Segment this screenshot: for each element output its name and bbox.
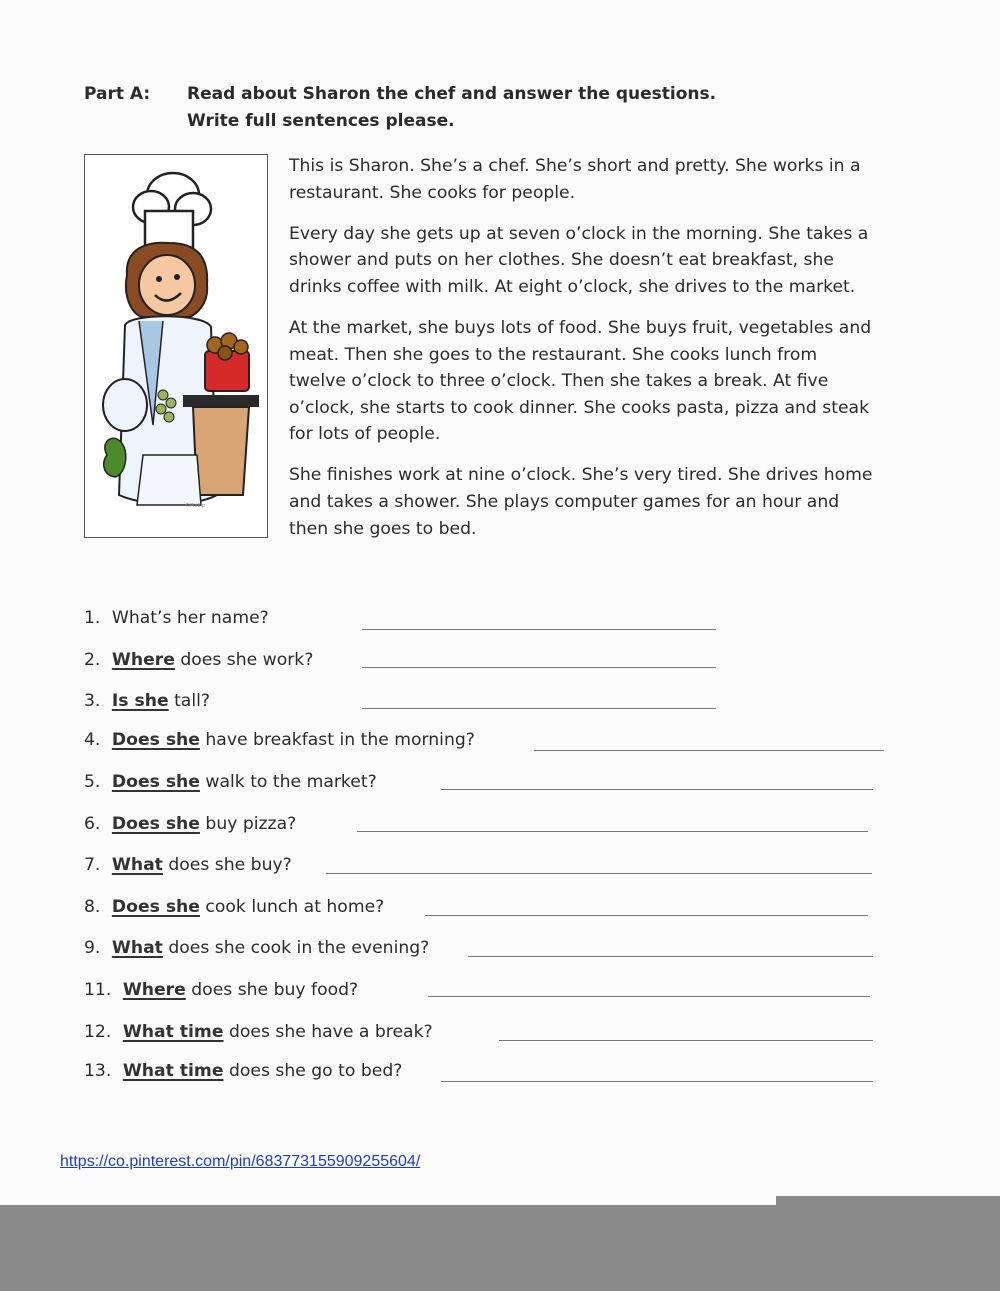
question-keyword: Is she bbox=[111, 691, 169, 711]
story-text bbox=[289, 153, 879, 557]
story-paragraph: She finishes work at nine o’clock. She’s very tired. She drives home and takes a shower. She plays computer games for an hour and then she goes to bed. bbox=[289, 465, 873, 539]
question-number: 4. bbox=[84, 730, 101, 750]
question-text: cook lunch at home? bbox=[199, 897, 385, 917]
answer-line-1[interactable] bbox=[362, 629, 716, 630]
question-number: 7. bbox=[84, 855, 101, 875]
question-8 bbox=[84, 897, 384, 917]
question-number: 11. bbox=[84, 980, 112, 1000]
question-9 bbox=[84, 938, 429, 958]
question-11 bbox=[84, 980, 358, 1000]
question-6 bbox=[84, 814, 296, 834]
question-number: 8. bbox=[84, 897, 101, 917]
question-5 bbox=[84, 772, 377, 792]
question-keyword: What time bbox=[122, 1061, 224, 1081]
chef-illustration-icon bbox=[85, 155, 269, 539]
question-keyword: Does she bbox=[111, 730, 200, 750]
part-label: Part A: bbox=[84, 84, 151, 104]
question-text: What’s her name? bbox=[111, 608, 269, 628]
answer-line-5[interactable] bbox=[441, 789, 873, 790]
question-2 bbox=[84, 650, 313, 670]
story-paragraph: At the market, she buys lots of food. She buys fruit, vegetables and meat. Then she goes to the restaurant. She cooks lunch from twelve o’clock to three o’clock. Then she takes a break. At five o’clock, she starts to cook dinner. She cooks pasta, pizza and steak for lots of people. bbox=[289, 317, 872, 445]
question-text: have breakfast in the morning? bbox=[199, 730, 475, 750]
question-text: does she have a break? bbox=[223, 1022, 433, 1042]
illustration-credit: ©Phillip bbox=[185, 503, 205, 509]
answer-line-4[interactable] bbox=[534, 750, 884, 751]
answer-line-12[interactable] bbox=[499, 1040, 873, 1041]
question-keyword: Does she bbox=[111, 814, 200, 834]
source-link[interactable]: https://co.pinterest.com/pin/683773155909255604/ bbox=[60, 1153, 421, 1170]
question-number: 2. bbox=[84, 650, 101, 670]
question-keyword: Does she bbox=[111, 897, 200, 917]
question-number: 1. bbox=[84, 608, 101, 628]
question-number: 6. bbox=[84, 814, 101, 834]
answer-line-7[interactable] bbox=[326, 873, 872, 874]
bottom-bar bbox=[0, 1205, 1000, 1291]
question-text: does she work? bbox=[174, 650, 314, 670]
question-1 bbox=[84, 608, 269, 628]
question-4 bbox=[84, 730, 475, 750]
question-number: 9. bbox=[84, 938, 101, 958]
question-7 bbox=[84, 855, 292, 875]
answer-line-9[interactable] bbox=[468, 956, 873, 957]
question-keyword: Does she bbox=[111, 772, 200, 792]
question-text: does she cook in the evening? bbox=[162, 938, 430, 958]
question-keyword: What bbox=[111, 938, 163, 958]
question-number: 13. bbox=[84, 1061, 112, 1081]
question-number: 3. bbox=[84, 691, 101, 711]
question-12 bbox=[84, 1022, 433, 1042]
question-13 bbox=[84, 1061, 402, 1081]
answer-line-2[interactable] bbox=[362, 667, 716, 668]
question-text: walk to the market? bbox=[199, 772, 377, 792]
question-number: 5. bbox=[84, 772, 101, 792]
answer-line-13[interactable] bbox=[441, 1081, 873, 1082]
question-3 bbox=[84, 691, 210, 711]
question-keyword: What time bbox=[122, 1022, 224, 1042]
chef-illustration-frame bbox=[84, 154, 268, 538]
question-text: buy pizza? bbox=[199, 814, 297, 834]
question-text: tall? bbox=[168, 691, 211, 711]
question-keyword: Where bbox=[111, 650, 175, 670]
question-text: does she go to bed? bbox=[223, 1061, 403, 1081]
answer-line-3[interactable] bbox=[362, 708, 716, 709]
answer-line-11[interactable] bbox=[428, 996, 870, 997]
instruction-line-1: Read about Sharon the chef and answer the questions. bbox=[187, 84, 717, 104]
question-text: does she buy? bbox=[162, 855, 292, 875]
question-text: does she buy food? bbox=[185, 980, 359, 1000]
question-keyword: Where bbox=[122, 980, 186, 1000]
answer-line-8[interactable] bbox=[425, 915, 868, 916]
instruction-line-2: Write full sentences please. bbox=[187, 111, 455, 131]
story-paragraph: This is Sharon. She’s a chef. She’s short and pretty. She works in a restaurant. She cooks for people. bbox=[289, 156, 861, 203]
story-paragraph: Every day she gets up at seven o’clock in the morning. She takes a shower and puts on her clothes. She doesn’t eat breakfast, she drinks coffee with milk. At eight o’clock, she drives to the market. bbox=[289, 223, 869, 297]
question-keyword: What bbox=[111, 855, 163, 875]
answer-line-6[interactable] bbox=[357, 831, 868, 832]
question-number: 12. bbox=[84, 1022, 112, 1042]
